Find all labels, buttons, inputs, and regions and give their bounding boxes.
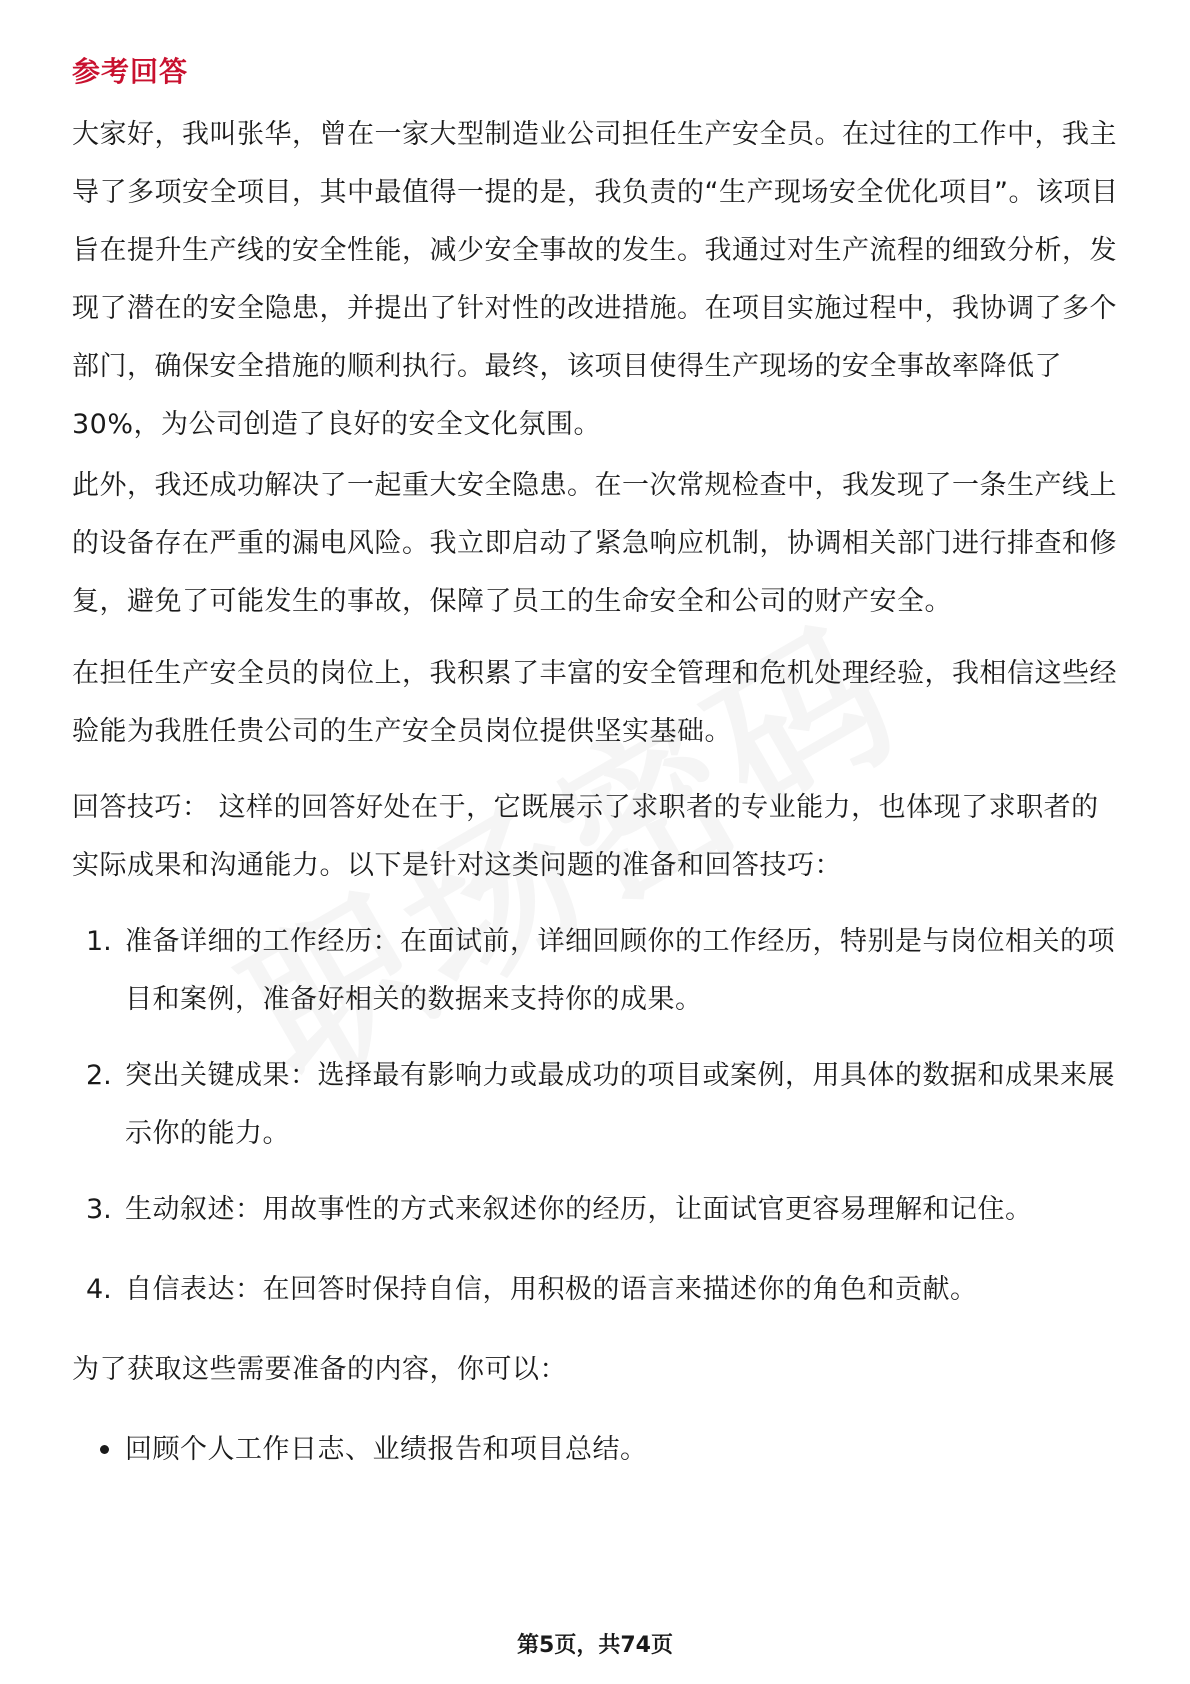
bullet-dot-icon xyxy=(100,1445,109,1454)
list-number: 4. xyxy=(86,1274,112,1305)
list-text: 准备详细的工作经历：在面试前，详细回顾你的工作经历，特别是与岗位相关的项目和案例，准备好相关的数据来支持你的成果。 xyxy=(125,926,1115,1015)
list-item xyxy=(72,913,1122,1029)
bullet-item xyxy=(72,1421,1122,1479)
bullet-text: 回顾个人工作日志、业绩报告和项目总结。 xyxy=(125,1434,648,1465)
list-text: 生动叙述：用故事性的方式来叙述你的经历，让面试官更容易理解和记住。 xyxy=(125,1194,1033,1225)
intro-line: 为了获取这些需要准备的内容，你可以： xyxy=(72,1354,567,1385)
paragraph-hazard: 此外，我还成功解决了一起重大安全隐患。在一次常规检查中，我发现了一条生产线上的设备存在严重的漏电风险。我立即启动了紧急响应机制，协调相关部门进行排查和修复，避免了可能发生的事故，保障了员工的生命安全和公司的财产安全。 xyxy=(72,470,1117,617)
section-title: 参考回答 xyxy=(72,55,189,88)
list-item xyxy=(72,1261,1122,1319)
list-item xyxy=(72,1047,1122,1163)
page-footer: 第5页，共74页 xyxy=(517,1633,673,1658)
list-item xyxy=(72,1181,1122,1239)
list-number: 2. xyxy=(86,1060,112,1091)
list-number: 3. xyxy=(86,1194,112,1225)
paragraph-summary: 在担任生产安全员的岗位上，我积累了丰富的安全管理和危机处理经验，我相信这些经验能为我胜任贵公司的生产安全员岗位提供坚实基础。 xyxy=(72,658,1117,747)
paragraph-intro: 大家好，我叫张华，曾在一家大型制造业公司担任生产安全员。在过往的工作中，我主导了多项安全项目，其中最值得一提的是，我负责的“生产现场安全优化项目”。该项目旨在提升生产线的安全性能，减少安全事故的发生。我通过对生产流程的细致分析，发现了潜在的安全隐患，并提出了针对性的改进措施。在项目实施过程中，我协调了多个部门，确保安全措施的顺利执行。最终，该项目使得生产现场的安全事故率降低了30%，为公司创造了良好的安全文化氛围。 xyxy=(72,119,1119,440)
paragraph-tips: 回答技巧： 这样的回答好处在于，它既展示了求职者的专业能力，也体现了求职者的实际成果和沟通能力。以下是针对这类问题的准备和回答技巧： xyxy=(72,792,1099,881)
list-text: 自信表达：在回答时保持自信，用积极的语言来描述你的角色和贡献。 xyxy=(125,1274,978,1305)
list-number: 1. xyxy=(86,926,112,957)
list-text: 突出关键成果：选择最有影响力或最成功的项目或案例，用具体的数据和成果来展示你的能力。 xyxy=(125,1060,1115,1149)
